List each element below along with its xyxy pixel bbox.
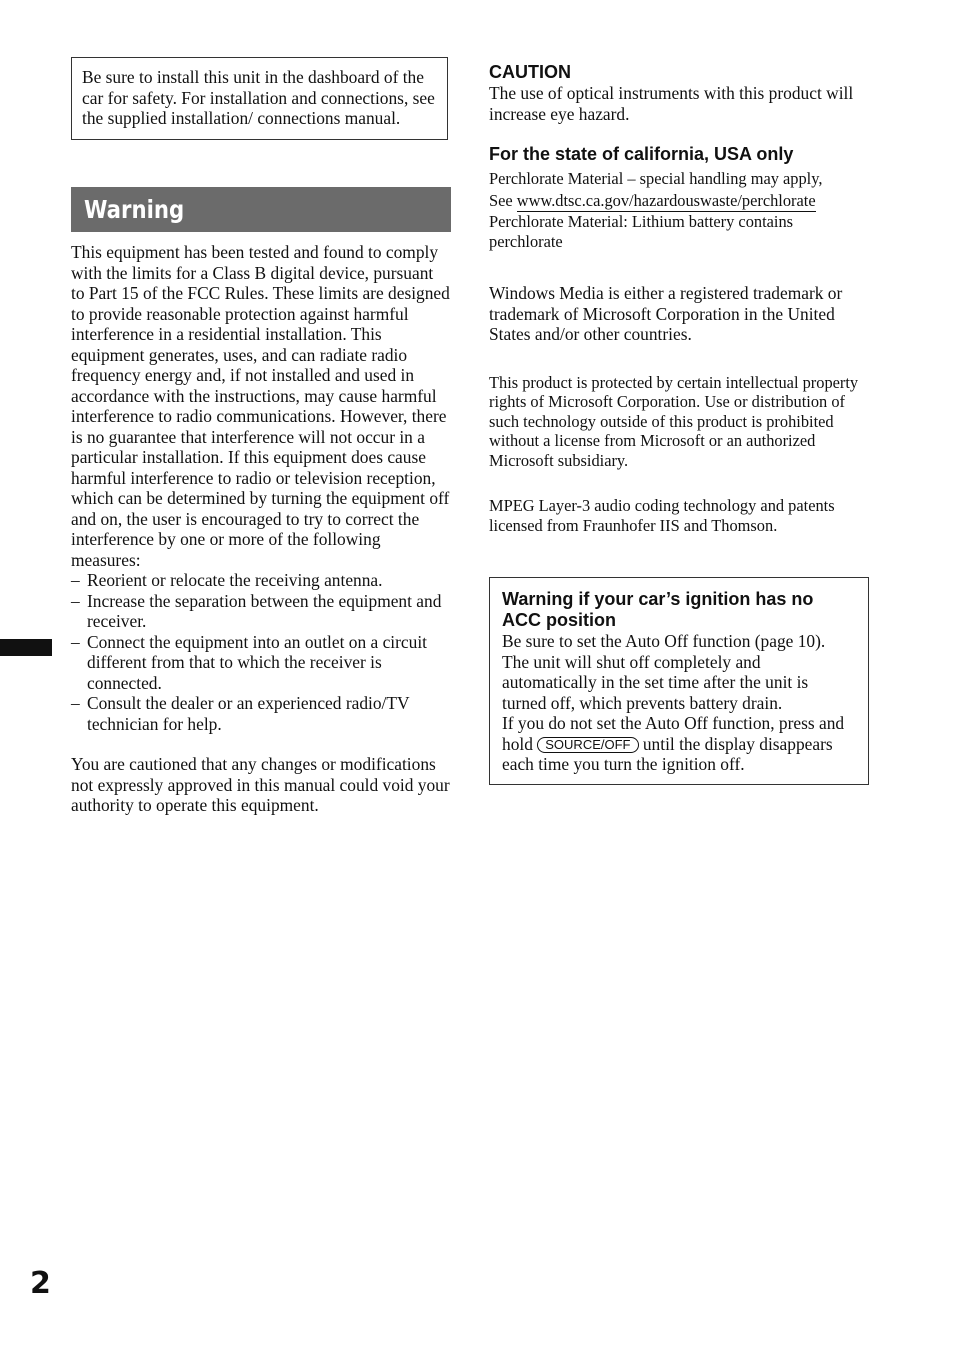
- caution-text: The use of optical instruments with this product will increase eye hazard.: [489, 83, 854, 124]
- acc-warning-text: Be sure to set the Auto Off function (page 10). The unit will shut off completely and automatically in the set time after the unit is turned off, which prevents battery drain.: [502, 631, 826, 713]
- warning-heading-bar: [71, 187, 451, 232]
- measure-item: – Increase the separation between the equipment and receiver.: [71, 590, 442, 631]
- acc-warning-instruction: If you do not set the Auto Off function, press and hold SOURCE/OFF until the display disappears each time you turn the ignition off.: [502, 713, 845, 774]
- measure-item: – Connect the equipment into an outlet on a circuit different from that to which the receiver is connected.: [71, 631, 427, 693]
- fcc-paragraph: This equipment has been tested and found to comply with the limits for a Class B digital device, pursuant to Part 15 of the FCC Rules. These limits are designed to provide reasonable protection against harmful interference in a residential installation. This equipment generates, uses, and can radiate radio frequency energy and, if not installed and used in accordance with the instructions, may cause harmful interference to radio communications. However, there is no guarantee that interference will not occur in a particular installation. If this equipment does cause harmful interference to radio or television reception, which can be determined by turning the equipment off and on, the user is encouraged to try to correct the interference by one or more of the following measures:: [71, 242, 450, 570]
- modification-caution-paragraph: You are cautioned that any changes or modifications not expressly approved in this manual could void your authority to operate this equipment.: [71, 754, 450, 815]
- mpeg-license-notice: MPEG Layer-3 audio coding technology and patents licensed from Fraunhofer IIS and Thomson.: [489, 496, 835, 535]
- acc-warning-heading: Warning if your car’s ignition has no ACC position: [502, 589, 814, 630]
- page-number: 2: [30, 1266, 51, 1301]
- installation-note-box: [71, 57, 448, 140]
- windows-media-trademark: Windows Media is either a registered trademark or trademark of Microsoft Corporation in the United States and/or other countries.: [489, 283, 843, 344]
- california-heading: For the state of california, USA only: [489, 144, 794, 164]
- caution-heading: CAUTION: [489, 62, 571, 82]
- perchlorate-battery-line: Perchlorate Material: Lithium battery contains perchlorate: [489, 212, 794, 251]
- perchlorate-see-line: See www.dtsc.ca.gov/hazardouswaste/perchlorate: [489, 190, 816, 210]
- warning-heading: Warning: [84, 195, 185, 224]
- installation-note-text: Be sure to install this unit in the dashboard of the car for safety. For installation and connections, see the supplied installation/ connections manual.: [82, 67, 435, 128]
- measure-item: – Reorient or relocate the receiving antenna.: [71, 570, 383, 590]
- acc-warning-box: [489, 577, 869, 785]
- perchlorate-line: Perchlorate Material – special handling may apply,: [489, 169, 823, 188]
- microsoft-ip-notice: This product is protected by certain intellectual property rights of Microsoft Corporation. Use or distribution of such technology outside of this product is prohibited without a license from Microsoft or an authorized Microsoft subsidiary.: [489, 372, 859, 470]
- source-off-button-label: SOURCE/OFF: [537, 737, 638, 753]
- perchlorate-url-link[interactable]: www.dtsc.ca.gov/hazardouswaste/perchlorate: [516, 190, 816, 210]
- right-column: [489, 62, 869, 535]
- section-side-tab: [0, 639, 52, 656]
- fcc-section: [71, 242, 451, 816]
- measure-item: – Consult the dealer or an experienced radio/TV technician for help.: [71, 693, 410, 734]
